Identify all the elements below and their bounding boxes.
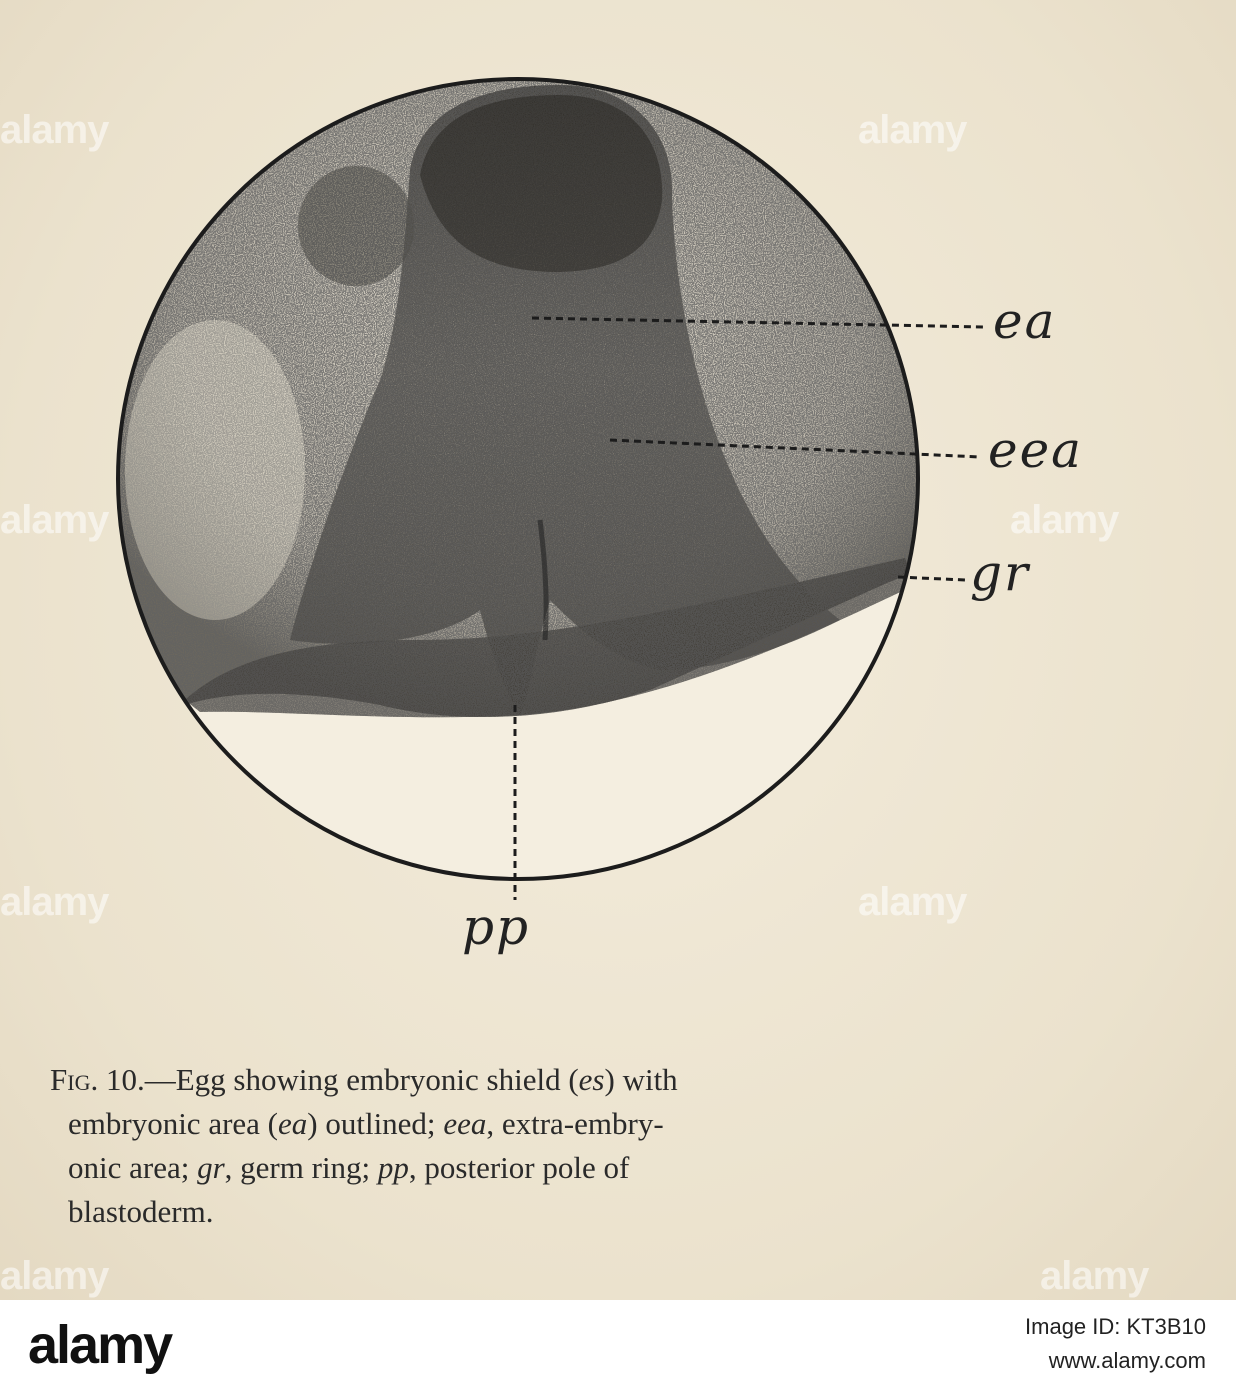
label-ea: ea: [993, 292, 1057, 350]
caption-figure-number: Fig. 10.: [50, 1062, 145, 1097]
leader-gr: [898, 577, 965, 580]
label-eea: eea: [988, 421, 1083, 479]
label-gr: gr: [970, 544, 1030, 602]
caption-line-4: blastoderm.: [68, 1194, 214, 1229]
watermark: alamy: [858, 108, 967, 152]
watermark: alamy: [0, 498, 109, 542]
image-id: Image ID: KT3B10 www.alamy.com: [1025, 1314, 1206, 1373]
watermark: alamy: [0, 108, 109, 152]
figure-caption: Fig. 10.—Egg showing embryonic shield (es) with embryonic area (ea) outlined; eea, extra-embry- onic area; gr, germ ring; pp, posterior pole of blastoderm.: [50, 1058, 1110, 1234]
watermark: alamy: [0, 880, 109, 924]
watermark: alamy: [1040, 1254, 1149, 1298]
alamy-logo: alamy: [28, 1315, 172, 1375]
stock-footer: [0, 1300, 1236, 1390]
watermark: alamy: [858, 880, 967, 924]
label-pp: pp: [462, 898, 531, 956]
watermark: alamy: [1010, 498, 1119, 542]
watermark: alamy: [0, 1254, 109, 1298]
